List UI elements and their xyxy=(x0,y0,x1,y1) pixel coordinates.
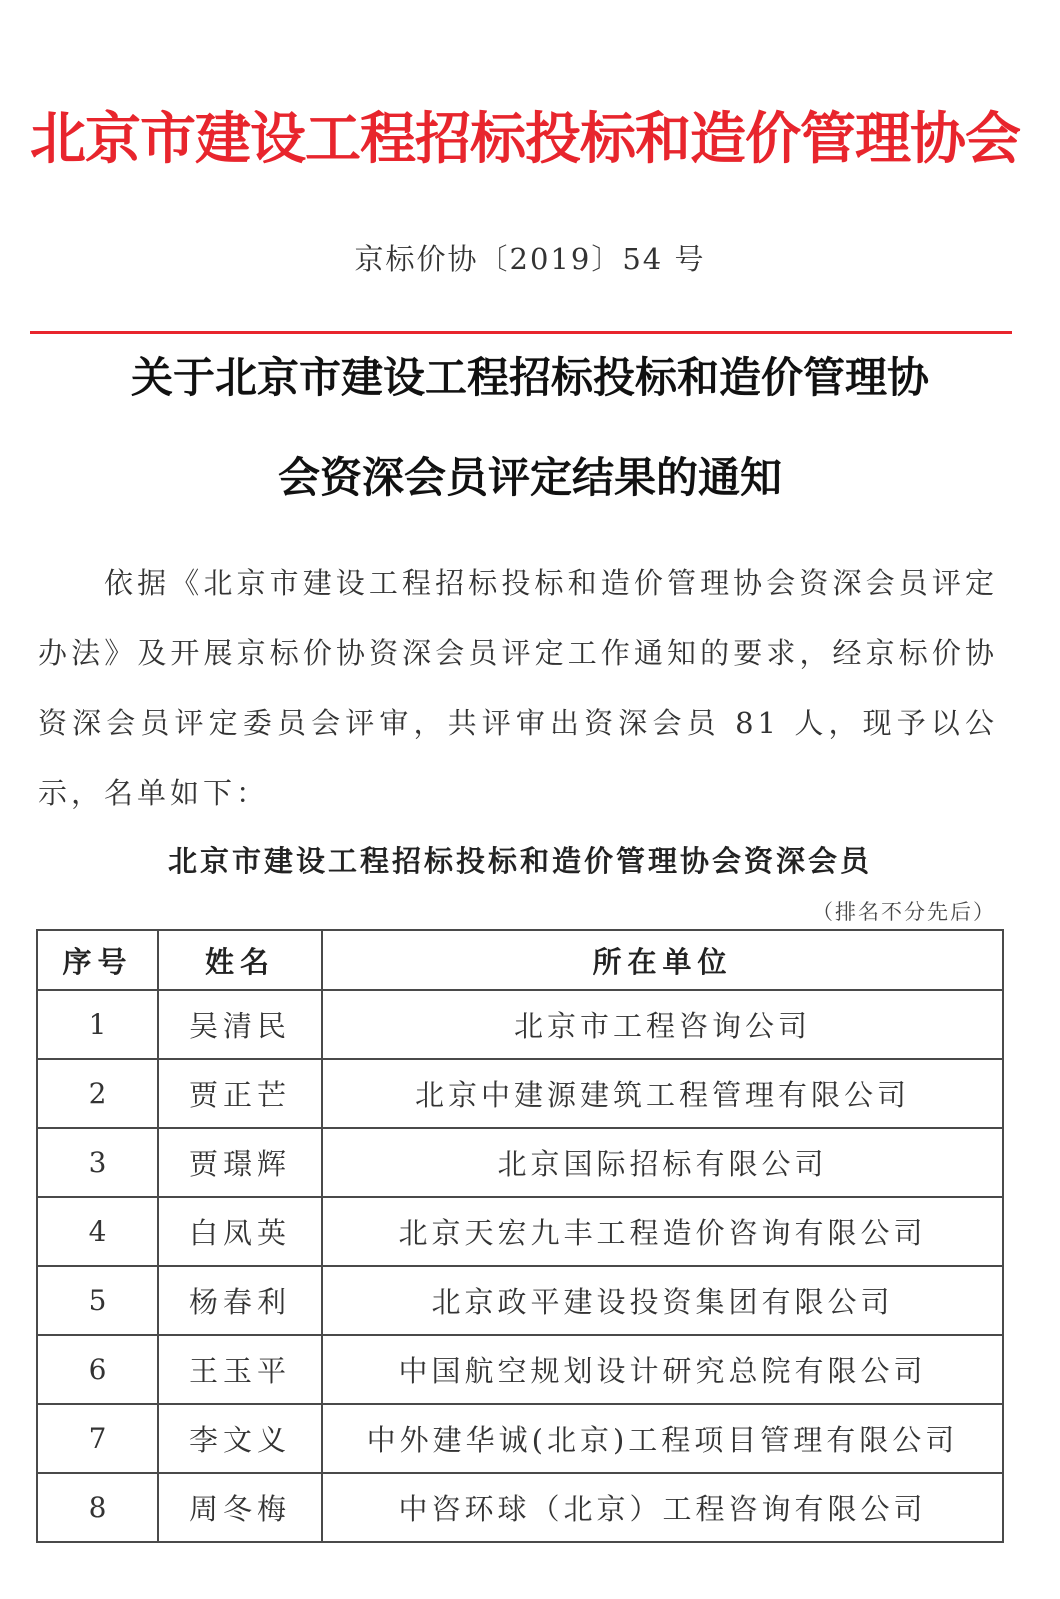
member-unit: 中咨环球（北京）工程咨询有限公司 xyxy=(322,1473,1003,1542)
member-unit: 北京市工程咨询公司 xyxy=(322,990,1003,1059)
row-number: 8 xyxy=(37,1473,158,1542)
member-unit: 北京政平建设投资集团有限公司 xyxy=(322,1266,1003,1335)
table-row xyxy=(37,1404,1003,1473)
member-list-note: （排名不分先后） xyxy=(812,900,996,924)
column-header-name: 姓名 xyxy=(158,930,322,990)
member-name: 吴清民 xyxy=(158,990,322,1059)
document-title-line-2: 会资深会员评定结果的通知 xyxy=(277,453,782,502)
table-row xyxy=(37,1473,1003,1542)
member-list-title: 北京市建设工程招标投标和造价管理协会资深会员 xyxy=(167,844,872,878)
document-number: 京标价协〔2019〕54 号 xyxy=(354,242,706,276)
table-row xyxy=(37,990,1003,1059)
member-name: 杨春利 xyxy=(158,1266,322,1335)
member-unit: 北京天宏九丰工程造价咨询有限公司 xyxy=(322,1197,1003,1266)
table-row xyxy=(37,1059,1003,1128)
row-number: 3 xyxy=(37,1128,158,1197)
table-row xyxy=(37,1335,1003,1404)
member-name: 王玉平 xyxy=(158,1335,322,1404)
document-title-line-1: 关于北京市建设工程招标投标和造价管理协 xyxy=(130,353,929,402)
row-number: 2 xyxy=(37,1059,158,1128)
member-name: 周冬梅 xyxy=(158,1473,322,1542)
member-name: 贾璟辉 xyxy=(158,1128,322,1197)
member-unit: 北京中建源建筑工程管理有限公司 xyxy=(322,1059,1003,1128)
member-unit: 中外建华诚(北京)工程项目管理有限公司 xyxy=(322,1404,1003,1473)
organization-header: 北京市建设工程招标投标和造价管理协会 xyxy=(30,107,1020,172)
table-header-row xyxy=(37,930,1003,990)
column-header-number: 序号 xyxy=(37,930,158,990)
table-row xyxy=(37,1197,1003,1266)
member-name: 李文义 xyxy=(158,1404,322,1473)
body-paragraph: 依据《北京市建设工程招标投标和造价管理协会资深会员评定办法》及开展京标价协资深会员评定工作通知的要求，经京标价协资深会员评定委员会评审，共评审出资深会员 81 人，现予以公示，名单如下： xyxy=(38,566,998,810)
table-row xyxy=(37,1128,1003,1197)
row-number: 1 xyxy=(37,990,158,1059)
member-table xyxy=(36,929,1004,1543)
row-number: 7 xyxy=(37,1404,158,1473)
member-unit: 中国航空规划设计研究总院有限公司 xyxy=(322,1335,1003,1404)
member-name: 贾正芒 xyxy=(158,1059,322,1128)
member-name: 白凤英 xyxy=(158,1197,322,1266)
row-number: 6 xyxy=(37,1335,158,1404)
red-divider-line xyxy=(30,331,1012,334)
row-number: 4 xyxy=(37,1197,158,1266)
member-unit: 北京国际招标有限公司 xyxy=(322,1128,1003,1197)
column-header-unit: 所在单位 xyxy=(322,930,1003,990)
row-number: 5 xyxy=(37,1266,158,1335)
table-row xyxy=(37,1266,1003,1335)
